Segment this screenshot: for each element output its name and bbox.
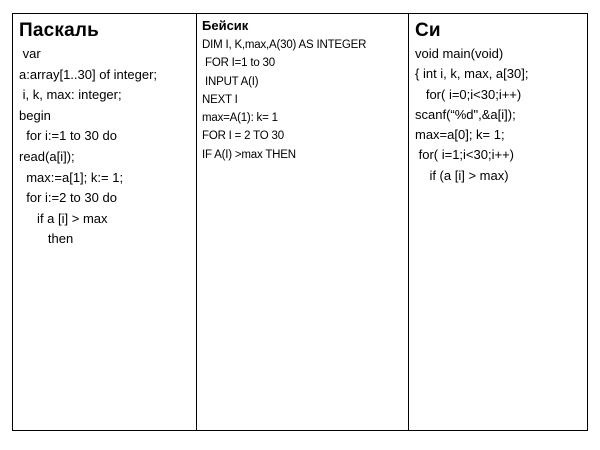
pascal-code-line: var (19, 46, 41, 61)
pascal-code-line: for i:=2 to 30 do (19, 190, 117, 206)
basic-heading: Бейсик (202, 18, 249, 33)
basic-code-line: NEXT I (202, 93, 238, 106)
c-code-line: if (a [i] > max) (415, 167, 509, 183)
pascal-code-line: begin (19, 107, 51, 123)
pascal-code-line: a:array[1..30] of integer; (19, 66, 158, 82)
c-code-line: max=a[0]; k= 1; (415, 127, 505, 143)
pascal-code-line: read(a[i]); (19, 148, 75, 164)
c-code (415, 44, 587, 186)
basic-code-line: IF A(I) >max THEN (202, 148, 296, 161)
basic-column (197, 14, 409, 430)
c-code-line: void main(void) (415, 46, 504, 61)
c-code-line: scanf(“%d",&a[i]); (415, 106, 516, 122)
pascal-heading: Паскаль (19, 20, 100, 41)
pascal-code-line: i, k, max: integer; (19, 87, 122, 103)
c-code-line: for( i=1;i<30;i++) (415, 147, 514, 163)
basic-code-line: INPUT A(I) (202, 75, 259, 88)
basic-code-line: FOR I=1 to 30 (202, 57, 275, 70)
pascal-code (19, 44, 196, 250)
basic-code (202, 36, 408, 164)
pascal-code-line: max:=a[1]; k:= 1; (19, 169, 124, 185)
pascal-column (13, 14, 197, 430)
pascal-code-line: then (19, 231, 74, 247)
c-code-line: for( i=0;i<30;i++) (415, 86, 522, 102)
c-code-line: { int i, k, max, a[30]; (415, 66, 529, 82)
pascal-code-line: for i:=1 to 30 do (19, 128, 117, 144)
basic-code-line: max=A(1): k= 1 (202, 112, 278, 125)
pascal-code-line: if a [i] > max (19, 210, 108, 226)
c-column (409, 14, 587, 430)
c-heading: Си (415, 20, 441, 41)
basic-code-line: DIM I, K,max,A(30) AS INTEGER (202, 39, 367, 51)
code-comparison-table (12, 13, 588, 431)
basic-code-line: FOR I = 2 TO 30 (202, 130, 284, 143)
